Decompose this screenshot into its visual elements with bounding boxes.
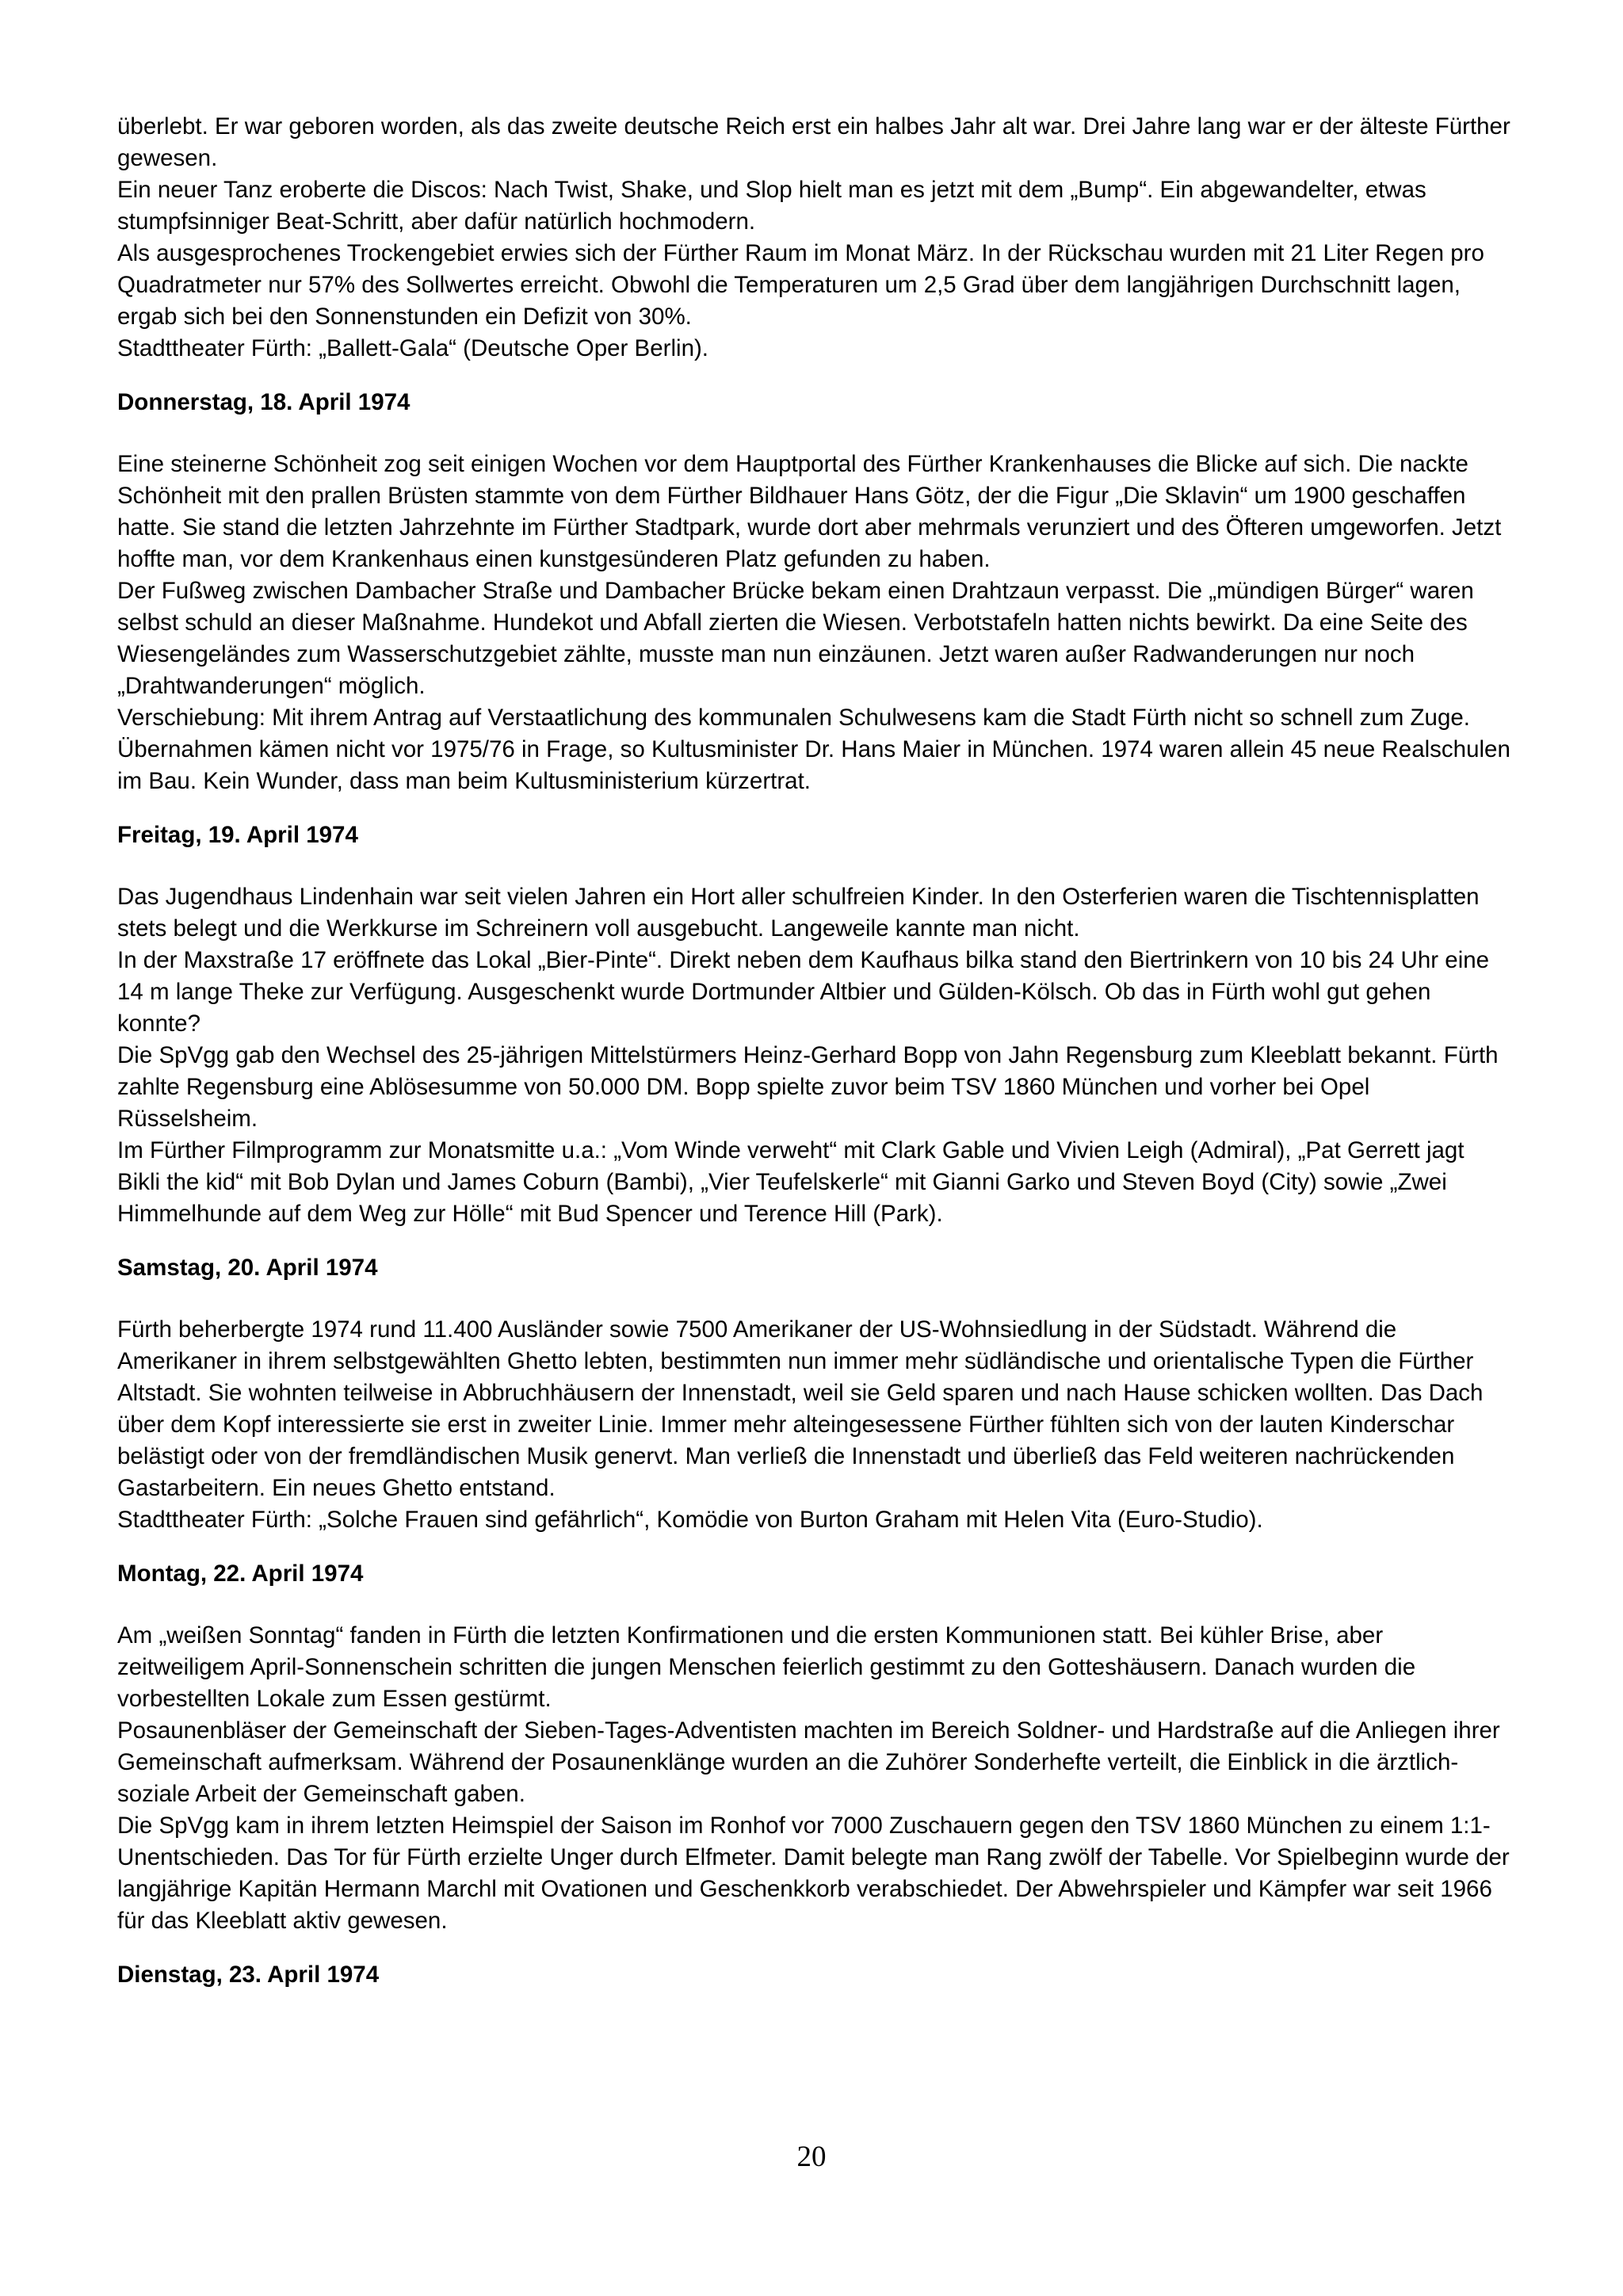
section-tuesday xyxy=(117,1959,1512,1991)
page-content xyxy=(117,111,1512,1991)
section-body xyxy=(117,449,1512,797)
paragraph: Posaunenbläser der Gemeinschaft der Sieben-Tages-Adventisten machten im Bereich Soldner- und Hardstraße auf die Anliegen ihrer Gemeinschaft aufmerksam. Während der Posaunenklänge wurden an die Zuhörer Sonderhefte verteilt, die Einblick in die ärztlich-soziale Arbeit der Gemeinschaft gaben. xyxy=(117,1717,1500,1807)
date-heading: Montag, 22. April 1974 xyxy=(117,1561,364,1587)
paragraph: Eine steinerne Schönheit zog seit einigen Wochen vor dem Hauptportal des Fürther Krankenhauses die Blicke auf sich. Die nackte Schönheit mit den prallen Brüsten stammte von dem Fürther Bildhauer Hans Götz, der die Figur „Die Sklavin“ um 1900 geschaffen hatte. Sie stand die letzten Jahrzehnte im Fürther Stadtpark, wurde dort aber mehrmals verunziert und des Öfteren umgeworfen. Jetzt hoffte man, vor dem Krankenhaus einen kunstgesünderen Platz gefunden zu haben. xyxy=(117,451,1502,572)
intro-block xyxy=(117,111,1512,365)
paragraph: Stadttheater Fürth: „Solche Frauen sind gefährlich“, Komödie von Burton Graham mit Helen Vita (Euro-Studio). xyxy=(117,1507,1263,1533)
section-monday xyxy=(117,1558,1512,1937)
paragraph: Verschiebung: Mit ihrem Antrag auf Verstaatlichung des kommunalen Schulwesens kam die Stadt Fürth nicht so schnell zum Zuge. Übernahmen kämen nicht vor 1975/76 in Frage, so Kultusminister Dr. Hans Maier in München. 1974 waren allein 45 neue Realschulen im Bau. Kein Wunder, dass man beim Kultusministerium kürzertrat. xyxy=(117,705,1510,794)
date-heading: Freitag, 19. April 1974 xyxy=(117,822,358,848)
paragraph: überlebt. Er war geboren worden, als das zweite deutsche Reich erst ein halbes Jahr alt war. Drei Jahre lang war er der älteste Fürther gewesen. xyxy=(117,113,1510,171)
section-saturday xyxy=(117,1252,1512,1536)
date-heading: Samstag, 20. April 1974 xyxy=(117,1255,378,1281)
paragraph: Am „weißen Sonntag“ fanden in Fürth die letzten Konfirmationen und die ersten Kommunionen statt. Bei kühler Brise, aber zeitweiligem April-Sonnenschein schritten die jungen Menschen feierlich gestimmt zu den Gotteshäusern. Danach wurden die vorbestellten Lokale zum Essen gestürmt. xyxy=(117,1622,1416,1712)
paragraph: In der Maxstraße 17 eröffnete das Lokal „Bier-Pinte“. Direkt neben dem Kaufhaus bilka stand den Biertrinkern von 10 bis 24 Uhr eine 14 m lange Theke zur Verfügung. Ausgeschenkt wurde Dortmunder Altbier und Gülden-Kölsch. Ob das in Fürth wohl gut gehen konnte? xyxy=(117,947,1490,1037)
section-body xyxy=(117,1620,1512,1937)
section-thursday xyxy=(117,387,1512,797)
page-number: 20 xyxy=(796,2141,827,2173)
paragraph: Ein neuer Tanz eroberte die Discos: Nach Twist, Shake, und Slop hielt man es jetzt mit dem „Bump“. Ein abgewandelter, etwas stumpfsinniger Beat-Schritt, aber dafür natürlich hochmodern. xyxy=(117,177,1426,235)
paragraph: Die SpVgg kam in ihrem letzten Heimspiel der Saison im Ronhof vor 7000 Zuschauern gegen den TSV 1860 München zu einem 1:1-Unentschieden. Das Tor für Fürth erzielte Unger durch Elfmeter. Damit belegte man Rang zwölf der Tabelle. Vor Spielbeginn wurde der langjährige Kapitän Hermann Marchl mit Ovationen und Geschenkkorb verabschiedet. Der Abwehrspieler und Kämpfer war seit 1966 für das Kleeblatt aktiv gewesen. xyxy=(117,1813,1510,1934)
date-heading: Dienstag, 23. April 1974 xyxy=(117,1962,380,1988)
paragraph: Als ausgesprochenes Trockengebiet erwies sich der Fürther Raum im Monat März. In der Rückschau wurden mit 21 Liter Regen pro Quadratmeter nur 57% des Sollwertes erreicht. Obwohl die Temperaturen um 2,5 Grad über dem langjährigen Durchschnitt lagen, ergab sich bei den Sonnenstunden ein Defizit von 30%. xyxy=(117,240,1484,330)
paragraph: Im Fürther Filmprogramm zur Monatsmitte u.a.: „Vom Winde verweht“ mit Clark Gable und Vivien Leigh (Admiral), „Pat Gerrett jagt Bikli the kid“ mit Bob Dylan und James Coburn (Bambi), „Vier Teufelskerle“ mit Gianni Garko und Steven Boyd (City) sowie „Zwei Himmelhunde auf dem Weg zur Hölle“ mit Bud Spencer und Terence Hill (Park). xyxy=(117,1137,1465,1227)
paragraph: Fürth beherbergte 1974 rund 11.400 Ausländer sowie 7500 Amerikaner der US-Wohnsiedlung in der Südstadt. Während die Amerikaner in ihrem selbstgewählten Ghetto lebten, bestimmten nun immer mehr südländische und orientalische Typen die Fürther Altstadt. Sie wohnten teilweise in Abbruchhäusern der Innenstadt, weil sie Geld sparen und nach Hause schicken wollten. Das Dach über dem Kopf interessierte sie erst in zweiter Linie. Immer mehr alteingesessene Fürther fühlten sich von der lauten Kinderschar belästigt oder von der fremdländischen Musik genervt. Man verließ die Innenstadt und überließ das Feld weiteren nachrückenden Gastarbeitern. Ein neues Ghetto entstand. xyxy=(117,1316,1484,1501)
date-heading: Donnerstag, 18. April 1974 xyxy=(117,389,411,415)
section-friday xyxy=(117,819,1512,1230)
paragraph: Stadttheater Fürth: „Ballett-Gala“ (Deutsche Oper Berlin). xyxy=(117,335,708,361)
paragraph: Die SpVgg gab den Wechsel des 25-jährigen Mittelstürmers Heinz-Gerhard Bopp von Jahn Regensburg zum Kleeblatt bekannt. Fürth zahlte Regensburg eine Ablösesumme von 50.000 DM. Bopp spielte zuvor beim TSV 1860 München und vorher bei Opel Rüsselsheim. xyxy=(117,1042,1499,1132)
paragraph: Der Fußweg zwischen Dambacher Straße und Dambacher Brücke bekam einen Drahtzaun verpasst. Die „mündigen Bürger“ waren selbst schuld an dieser Maßnahme. Hundekot und Abfall zierten die Wiesen. Verbotstafeln hatten nichts bewirkt. Da eine Seite des Wiesengeländes zum Wasserschutzgebiet zählte, musste man nun einzäunen. Jetzt waren außer Radwanderungen nur noch „Drahtwanderungen“ möglich. xyxy=(117,578,1474,699)
section-body xyxy=(117,1314,1512,1536)
paragraph: Das Jugendhaus Lindenhain war seit vielen Jahren ein Hort aller schulfreien Kinder. In den Osterferien waren die Tischtennisplatten stets belegt und die Werkkurse im Schreinern voll ausgebucht. Langeweile kannte man nicht. xyxy=(117,884,1480,942)
section-body xyxy=(117,881,1512,1230)
